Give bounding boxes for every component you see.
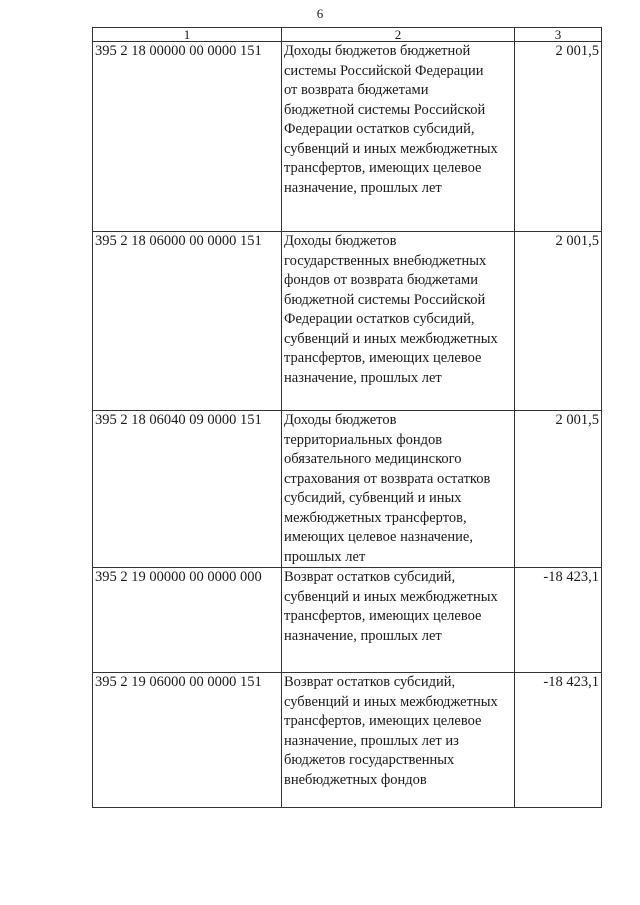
description-line: назначение, прошлых лет bbox=[284, 369, 442, 386]
column-header-1: 1 bbox=[93, 28, 282, 42]
amount: -18 423,1 bbox=[515, 568, 602, 673]
description-line: назначение, прошлых лет bbox=[284, 627, 442, 644]
page-number: 6 bbox=[316, 6, 324, 21]
description-line: трансфертов, имеющих целевое bbox=[284, 608, 482, 624]
amount: -18 423,1 bbox=[515, 673, 602, 808]
description-line: бюджетной системы Российской bbox=[284, 291, 486, 308]
description-line: бюджетной системы Российской bbox=[284, 101, 486, 118]
description-line: назначение, прошлых лет из bbox=[284, 732, 459, 749]
description-line: субвенций и иных межбюджетных bbox=[284, 693, 498, 710]
description-line: обязательного медицинского bbox=[284, 451, 462, 467]
description-line: страхования от возврата остатков bbox=[284, 470, 491, 487]
budget-code: 395 2 18 00000 00 0000 151 bbox=[93, 42, 282, 232]
amount: 2 001,5 bbox=[515, 411, 602, 568]
description-line: субвенций и иных межбюджетных bbox=[284, 588, 498, 605]
budget-code: 395 2 18 06000 00 0000 151 bbox=[93, 232, 282, 411]
description-line: Возврат остатков субсидий, bbox=[284, 674, 456, 690]
description-line: территориальных фондов bbox=[284, 431, 443, 448]
description bbox=[282, 42, 515, 232]
description-line: фондов от возврата бюджетами bbox=[284, 272, 478, 288]
table-row bbox=[93, 568, 602, 673]
description-line: трансфертов, имеющих целевое bbox=[284, 713, 482, 729]
table-row bbox=[93, 42, 602, 232]
budget-code: 395 2 19 06000 00 0000 151 bbox=[93, 673, 282, 808]
description-line: Доходы бюджетов bbox=[284, 412, 397, 428]
description-line: субвенций и иных межбюджетных bbox=[284, 140, 498, 157]
description-line: трансфертов, имеющих целевое bbox=[284, 350, 482, 366]
description-line: Доходы бюджетов бюджетной bbox=[284, 43, 471, 59]
column-header-2: 2 bbox=[282, 28, 515, 42]
description-line: системы Российской Федерации bbox=[284, 62, 484, 79]
budget-code: 395 2 19 00000 00 0000 000 bbox=[93, 568, 282, 673]
description-line: имеющих целевое назначение, bbox=[284, 529, 473, 545]
description-line: трансфертов, имеющих целевое bbox=[284, 160, 482, 176]
description-line: от возврата бюджетами bbox=[284, 82, 429, 98]
description bbox=[282, 411, 515, 568]
description-line: Возврат остатков субсидий, bbox=[284, 569, 456, 585]
description-line: Доходы бюджетов bbox=[284, 233, 397, 249]
description-line: внебюджетных фондов bbox=[284, 771, 427, 788]
description-line: назначение, прошлых лет bbox=[284, 179, 442, 196]
description-line: субвенций и иных межбюджетных bbox=[284, 330, 498, 347]
amount: 2 001,5 bbox=[515, 42, 602, 232]
description bbox=[282, 673, 515, 808]
table-row bbox=[93, 673, 602, 808]
description-line: государственных внебюджетных bbox=[284, 252, 487, 269]
table-header-row bbox=[93, 28, 602, 42]
description-line: Федерации остатков субсидий, bbox=[284, 121, 475, 137]
description-line: Федерации остатков субсидий, bbox=[284, 311, 475, 327]
amount: 2 001,5 bbox=[515, 232, 602, 411]
description-line: прошлых лет bbox=[284, 548, 366, 565]
budget-code: 395 2 18 06040 09 0000 151 bbox=[93, 411, 282, 568]
description bbox=[282, 232, 515, 411]
table-row bbox=[93, 411, 602, 568]
description-line: бюджетов государственных bbox=[284, 752, 455, 768]
budget-table bbox=[92, 27, 602, 808]
description bbox=[282, 568, 515, 673]
table-row bbox=[93, 232, 602, 411]
description-line: субсидий, субвенций и иных bbox=[284, 490, 462, 506]
description-line: межбюджетных трансфертов, bbox=[284, 509, 467, 526]
column-header-3: 3 bbox=[515, 28, 602, 42]
